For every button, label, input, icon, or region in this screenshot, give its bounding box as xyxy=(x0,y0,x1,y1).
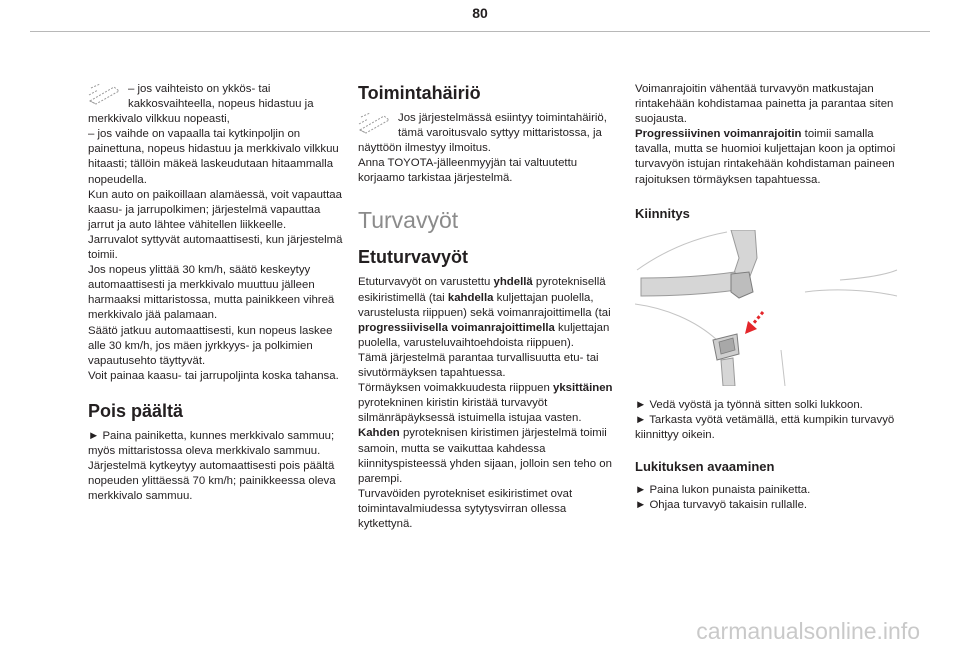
section-heading-unlock: Lukituksen avaaminen xyxy=(635,458,775,474)
note-pencil-icon xyxy=(358,112,392,134)
paragraph: Jarruvalot syttyvät automaattisesti, kun järjestelmä toimii. xyxy=(88,233,343,262)
watermark: carmanualsonline.info xyxy=(696,618,920,644)
section-heading-front-belts: Etuturvavyöt xyxy=(358,247,469,268)
paragraph: Progressiivinen voimanrajoitin toimii samalla tavalla, mutta se huomioi kuljettajan koon ja optimoi turvavyön istujan rintakehään kohdistaman paineen rajoituksen törmäyksen tapahtuessa. xyxy=(635,128,896,186)
paragraph: Etuturvavyöt on varustettu yhdellä pyroteknisellä esikiristimellä (tai kahdella kuljettajan puolella, varustelusta riippuen) sekä voimanrajoittimella (tai progressiivisella voimanrajoittimella kuljettajan puolella, varusteluvaihtoehdoista riippuen). xyxy=(358,276,611,349)
paragraph: Kun auto on paikoillaan alamäessä, voit vapauttaa kaasu- ja jarrupolkimen; järjestelmä vapauttaa jarrut ja auto lähtee vähitellen liikkeelle. xyxy=(88,188,342,231)
step-text: ► Paina painiketta, kunnes merkkivalo sammuu; myös mittaristossa oleva merkkivalo sammuu. xyxy=(88,429,335,457)
note-pencil-icon xyxy=(88,83,122,105)
paragraph: Turvavöiden pyrotekniset esikiristimet ovat toimintavalmiudessa sytytysvirran ollessa kytkettynä. xyxy=(358,487,573,530)
header-rule xyxy=(30,31,930,32)
paragraph: Anna TOYOTA-jälleenmyyjän tai valtuutettu korjaamo tarkistaa järjestelmä. xyxy=(358,157,578,185)
paragraph: Voimanrajoitin vähentää turvavyön matkustajan rintakehään kohdistamaa painetta ja parantaa siten suojausta. xyxy=(635,83,894,126)
warning-note xyxy=(358,111,620,141)
column-middle xyxy=(358,82,620,532)
page-number: 80 xyxy=(472,5,488,21)
step-text: ► Ohjaa turvavyö takaisin rullalle. xyxy=(635,499,808,512)
section-heading-fasten: Kiinnitys xyxy=(635,205,690,221)
step-text: ► Tarkasta vyötä vetämällä, että kumpikin turvavyö kiinnittyy oikein. xyxy=(635,413,895,441)
paragraph: Säätö jatkuu automaattisesti, kun nopeus laskee alle 30 km/h, jos mäen jyrkkyys- ja polkimien vapautusehto täyttyvät. xyxy=(88,324,333,367)
step-text: ► Vedä vyöstä ja työnnä sitten solki lukkoon. xyxy=(635,398,863,411)
paragraph: Tämä järjestelmä parantaa turvallisuutta etu- tai sivutörmäyksen tapahtuessa. xyxy=(358,351,599,380)
section-heading-fault: Toimintahäiriö xyxy=(358,83,481,103)
section-heading-off: Pois päältä xyxy=(88,400,184,421)
paragraph: näyttöön ilmestyy ilmoitus. xyxy=(358,142,491,155)
note-text: – jos vaihteisto on ykkös- tai kakkosvaihteella, nopeus hidastuu ja xyxy=(128,83,314,111)
seatbelt-buckle-illustration xyxy=(635,230,899,386)
paragraph: Järjestelmä kytkeytyy automaattisesti pois päältä nopeuden ylittäessä 70 km/h; painikkeessa oleva merkkivalo sammuu. xyxy=(88,460,336,503)
paragraph: – jos vaihde on vapaalla tai kytkinpoljin on painettuna, nopeus hidastuu ja merkkivalo vilkkuu hitaasti; tällöin mäkeä laskeudutaan hitaammalla nopeudella. xyxy=(88,128,339,186)
paragraph: Törmäyksen voimakkuudesta riippuen yksittäinen pyrotekninen kiristin kiristää turvavyöt silmänräpäyksessä istuimella istujaa vasten. xyxy=(358,382,613,425)
chapter-title: Turvavyöt xyxy=(358,207,459,234)
step-text: ► Paina lukon punaista painiketta. xyxy=(635,483,811,496)
note-text: Jos järjestelmässä esiintyy toimintahäiriö, tämä varoitusvalo syttyy mittaristossa, ja xyxy=(398,112,607,140)
column-left xyxy=(88,82,346,504)
paragraph: Kahden pyroteknisen kiristimen järjestelmä toimii samoin, mutta se vaikuttaa kahdessa kiinnityspisteessä yhden sijaan, jolloin sen teho on parempi. xyxy=(358,427,612,485)
column-right xyxy=(635,82,897,513)
paragraph: merkkivalo vilkkuu nopeasti, xyxy=(88,113,230,126)
paragraph: Jos nopeus ylittää 30 km/h, säätö keskeytyy automaattisesti ja merkkivalo muuttuu jälleen harmaaksi mittaristossa, mutta painikkeen vihreä merkkivalo jää palamaan. xyxy=(88,264,335,322)
paragraph: Voit painaa kaasu- tai jarrupoljinta koska tahansa. xyxy=(88,369,339,382)
info-note xyxy=(88,82,346,112)
